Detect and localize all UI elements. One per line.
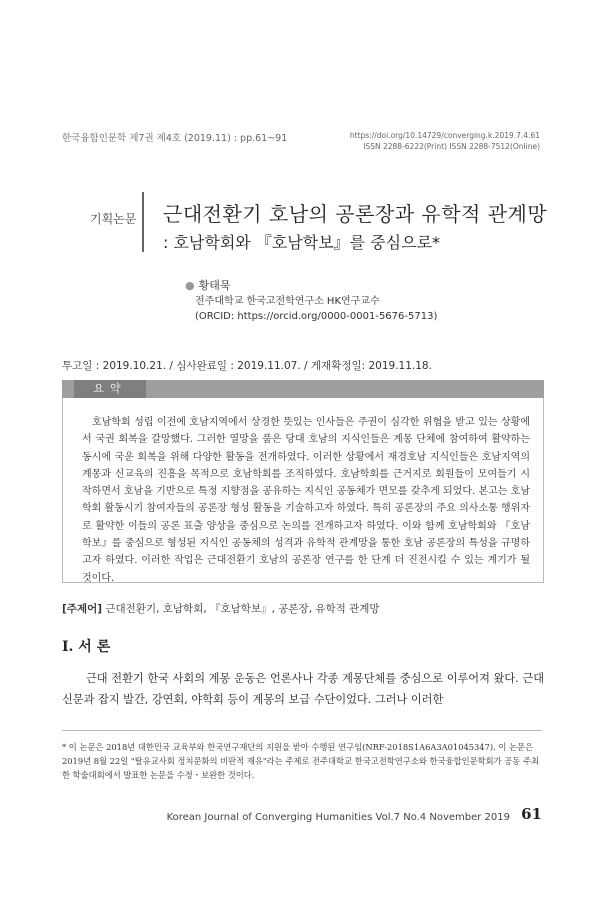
bullet-icon: ● xyxy=(185,279,195,292)
keywords-text: 근대전환기, 호남학회, 『호남학보』, 공론장, 유학적 관계망 xyxy=(105,603,380,615)
abstract-label: 요약 xyxy=(74,380,146,398)
abstract-text: 호남학회 성립 이전에 호남지역에서 상경한 뜻있는 인사들은 주권이 심각한 위협을 받고 있는 상황에서 국권 회복을 갈망했다. 그러한 열망을 품은 당대 호남의 지식인들은 계몽 단체에 참여하여 활약하는 동시에 국운 회복을 위해 다양한 활동을 전개하였다. 이러한 상황에서 재경호남 지식인들은 호남지역의 계몽과 신교육의 진흥을 목적으로 호남학회를 조직하였다. 호남학회를 근거지로 회원들이 모여들기 시작하면서 호남을 기반으로 특정 지향점을 공유하는 지식인 공동체가 면모를 갖추게 되었다. 본고는 호남학회 활동시기 참여자들의 공론장 형성 활동을 기술하고자 하였다. 특히 공론장의 주요 의사소통 행위자로 활약한 이들의 공론 표출 양상을 중심으로 논의를 전개하고자 하였다. 이와 함께 호남학회와 『호남학보』를 중심으로 형성된 지식인 공동체의 성격과 유학적 관계망을 통한 호남 공론장의 특성을 규명하고자 하였다. 이러한 작업은 근대전환기 호남의 공론장 연구를 한 단계 더 진전시킬 수 있는 계기가 될 것이다. xyxy=(82,417,530,584)
doi-link[interactable]: https://doi.org/10.14729/converging.k.2019.7.4.61 xyxy=(349,131,540,140)
issn: ISSN 2288-6222(Print) ISSN 2288-7512(Online) xyxy=(363,142,540,151)
article-title: 근대전환기 호남의 공론장과 유학적 관계망 xyxy=(163,202,548,226)
author-affiliation-block xyxy=(195,294,437,324)
author-line xyxy=(185,278,231,294)
article-subtitle: : 호남학회와 『호남학보』를 중심으로* xyxy=(163,233,441,252)
section-heading: I. 서 론 xyxy=(62,639,111,655)
footnote: * 이 논문은 2018년 대한민국 교육부와 한국연구재단의 지원을 받아 수행된 연구임(NRF-2018S1A6A3A01045347). 이 논문은 2019년 8월 22일 "탈유교사회 정치문화의 비판적 재유"라는 주제로 전주대학교 한국고전학연구소와 한국융합인문학회가 공동 주최한 학술대회에서 발표한 논문을 수정・보완한 것이다. xyxy=(62,742,539,780)
journal-citation: 한국융합인문학 제7권 제4호 (2019.11) : pp.61~91 xyxy=(62,133,288,144)
orcid[interactable]: (ORCID: https://orcid.org/0000-0001-5676-5713) xyxy=(195,311,438,322)
submission-dates: 투고일 : 2019.10.21. / 심사완료일 : 2019.11.07. / 게재확정일: 2019.11.18. xyxy=(62,360,432,372)
body-paragraph: 근대 전환기 한국 사회의 계몽 운동은 언론사나 각종 계몽단체를 중심으로 이루어져 왔다. 근대 신문과 잡지 발간, 강연회, 야학회 등이 계몽의 보급 수단이었다. 그러나 이러한 xyxy=(62,672,544,706)
keywords xyxy=(62,601,380,616)
affiliation: 전주대학교 한국고전학연구소 HK연구교수 xyxy=(195,296,380,307)
article-category: 기획논문 xyxy=(90,212,137,226)
footnote-rule xyxy=(62,730,542,731)
doi-block xyxy=(350,130,540,152)
footer-journal: Korean Journal of Converging Humanities Vol.7 No.4 November 2019 xyxy=(166,812,510,823)
title-divider xyxy=(142,192,144,252)
author-name: 황태묵 xyxy=(198,279,231,292)
keywords-label: [주제어] xyxy=(62,603,103,615)
page-number: 61 xyxy=(521,805,542,823)
